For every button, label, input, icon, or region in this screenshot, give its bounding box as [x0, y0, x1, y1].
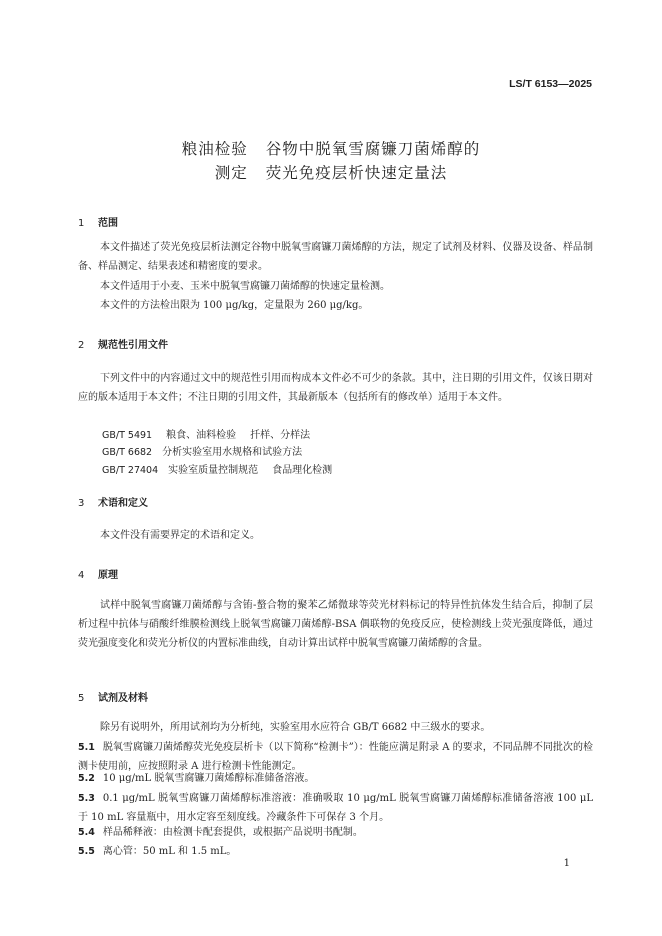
section-title: 范围 [98, 218, 118, 229]
reagent-item [78, 789, 593, 827]
scope-paragraph-1: 本文件描述了荧光免疫层析法测定谷物中脱氧雪腐镰刀菌烯醇的方法，规定了试剂及材料、仪器及设备、样品制备、样品测定、结果表述和精密度的要求。 [78, 242, 593, 272]
section-heading-scope [78, 214, 118, 229]
item-number: 5.4 [78, 827, 95, 838]
item-number: 5.2 [78, 773, 95, 784]
item-text: 离心管：50 mL 和 1.5 mL。 [102, 846, 237, 857]
principle-paragraph: 试样中脱氧雪腐镰刀菌烯醇与含铕-螯合物的聚苯乙烯微球等荧光材料标记的特异性抗体发生结合后，抑制了层析过程中抗体与硝酸纤维膜检测线上脱氧雪腐镰刀菌烯醇-BSA 偶联物的免疫反应，使检测线上荧光强度降低，通过荧光强度变化和荧光分析仪的内置标准曲线，自动计算出试样中脱氧雪腐镰刀菌烯醇的含量。 [78, 600, 593, 649]
section-title: 术语和定义 [98, 498, 148, 509]
section-number: 4 [78, 570, 85, 581]
section-number: 5 [78, 693, 85, 704]
reference-name-b: 扦样、分样法 [250, 430, 311, 441]
section-heading-normative-refs [78, 336, 168, 351]
reference-name: 粮食、油料检验 [166, 430, 237, 441]
item-number: 5.3 [78, 793, 95, 804]
reference-item [102, 461, 332, 476]
reagent-item [78, 769, 593, 788]
title-part-1a: 粮油检验 [181, 140, 248, 158]
section-number: 3 [78, 498, 85, 509]
scope-paragraph-3: 本文件的方法检出限为 100 μg/kg，定量限为 260 μg/kg。 [100, 300, 369, 311]
section-title: 规范性引用文件 [98, 340, 168, 351]
section-heading-reagents [78, 689, 148, 704]
reference-code: GB/T 5491 [102, 430, 153, 441]
document-title-line-2 [0, 161, 662, 183]
normative-refs-paragraph: 下列文件中的内容通过文中的规范性引用而构成本文件必不可少的条款。其中，注日期的引用文件，仅该日期对应的版本适用于本文件；不注日期的引用文件，其最新版本（包括所有的修改单）适用于本文件。 [78, 373, 593, 403]
section-number: 1 [78, 218, 85, 229]
section-heading-terms [78, 494, 148, 509]
terms-paragraph: 本文件没有需要界定的术语和定义。 [100, 530, 260, 541]
reference-name: 实验室质量控制规范 [168, 465, 259, 476]
item-number: 5.1 [78, 742, 95, 753]
reference-item [102, 426, 310, 441]
reagent-item [78, 842, 593, 861]
section-title: 试剂及材料 [98, 693, 148, 704]
item-text: 10 μg/mL 脱氧雪腐镰刀菌烯醇标准储备溶液。 [102, 773, 315, 784]
item-text: 脱氧雪腐镰刀菌烯醇荧光免疫层析卡（以下简称“检测卡”）：性能应满足附录 A 的要求，不同品牌不同批次的检测卡使用前，应按照附录 A 进行检测卡性能测定。 [78, 742, 593, 772]
page-number: 1 [563, 858, 570, 869]
section-title: 原理 [98, 570, 118, 581]
reference-code: GB/T 27404 [102, 465, 159, 476]
reference-item [102, 443, 302, 458]
item-text: 样品稀释液：由检测卡配套提供，或根据产品说明书配制。 [102, 827, 363, 838]
title-part-2a: 测定 [214, 164, 248, 182]
section-heading-principle [78, 566, 118, 581]
reagent-item [78, 823, 593, 842]
section-number: 2 [78, 340, 85, 351]
reference-name: 分析实验室用水规格和试验方法 [162, 447, 303, 458]
reagents-intro: 除另有说明外，所用试剂均为分析纯，实验室用水应符合 GB/T 6682 中三级水的要求。 [100, 722, 491, 733]
standard-id: LS/T 6153—2025 [509, 78, 592, 90]
reference-code: GB/T 6682 [102, 447, 153, 458]
scope-paragraph-2: 本文件适用于小麦、玉米中脱氧雪腐镰刀菌烯醇的快速定量检测。 [100, 281, 390, 292]
item-text: 0.1 μg/mL 脱氧雪腐镰刀菌烯醇标准溶液：准确吸取 10 μg/mL 脱氧雪腐镰刀菌烯醇标准储备溶液 100 μL 于 10 mL 容量瓶中，用水定容至刻度线。冷藏条件下可保存 3 个月。 [78, 793, 593, 823]
item-number: 5.5 [78, 846, 95, 857]
title-part-2b: 荧光免疫层析快速定量法 [265, 164, 448, 182]
document-title-line-1 [0, 137, 662, 159]
title-part-1b: 谷物中脱氧雪腐镰刀菌烯醇的 [265, 140, 481, 158]
reference-name-b: 食品理化检测 [272, 465, 333, 476]
